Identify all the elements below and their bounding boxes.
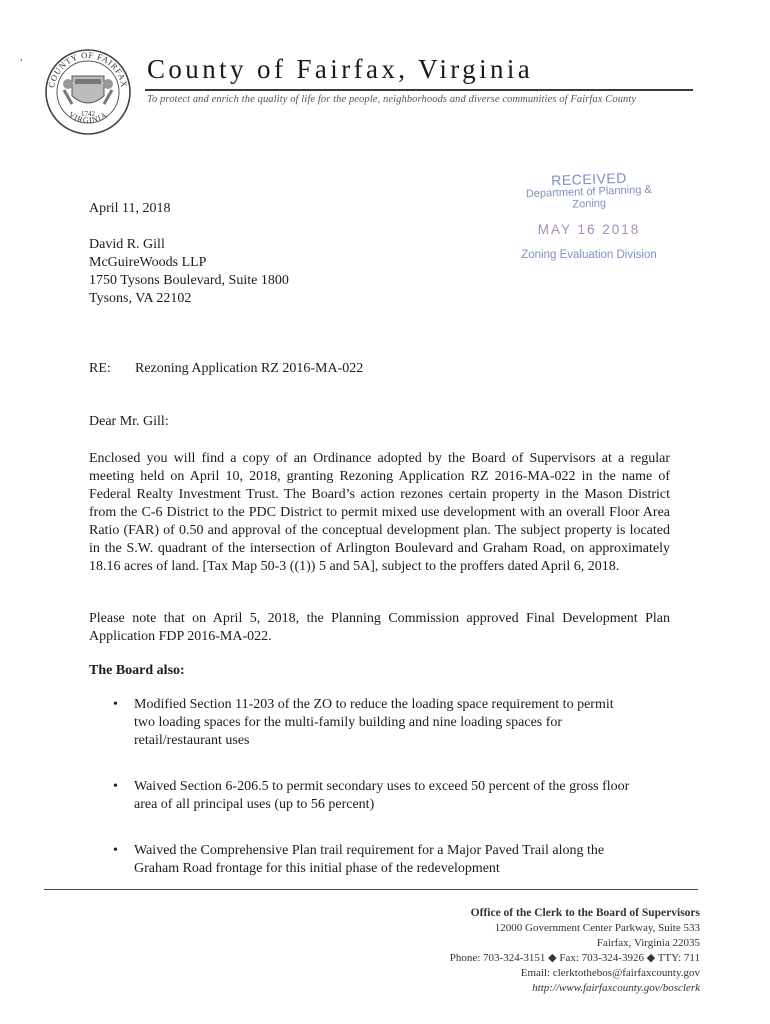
footer-rule <box>44 889 698 890</box>
bullet-glyph: • <box>113 779 118 794</box>
body-paragraph-2: Please note that on April 5, 2018, the Planning Commission approved Final Development Plan Application FDP 2016-MA-022. <box>89 611 670 644</box>
stamp-department: Department of Planning & Zoning <box>525 183 652 211</box>
bullet-glyph: • <box>113 697 118 712</box>
footer-block <box>450 906 700 996</box>
list-item <box>110 842 630 878</box>
footer-office: Office of the Clerk to the Board of Supervisors <box>470 907 700 919</box>
seal-year: 1742 <box>81 110 95 118</box>
recipient-city: Tysons, VA 22102 <box>89 291 192 306</box>
bullet-glyph: • <box>113 843 118 858</box>
list-item <box>110 778 630 814</box>
stamp-date: MAY 16 2018 <box>537 222 641 237</box>
footer-address-2: Fairfax, Virginia 22035 <box>596 937 700 949</box>
letterhead-motto: To protect and enrich the quality of life for the people, neighborhoods and diverse communities of Fairfax County <box>147 94 637 105</box>
seal-bottom-text: VIRGINIA <box>66 110 110 125</box>
stamp-division: Zoning Evaluation Division <box>521 249 657 261</box>
body-paragraph-1: Enclosed you will find a copy of an Ordinance adopted by the Board of Supervisors at a regular meeting held on April 10, 2018, granting Rezoning Application RZ 2016-MA-022 in the name of Federal Realty Investment Trust. The Board’s action rezones certain property in the Mason District from the C-6 District to the PDC District to permit mixed use development with an overall Floor Area Ratio (FAR) of 0.50 and approval of the conceptual development plan. The subject property is located in the S.W. quadrant of the intersection of Arlington Boulevard and Graham Road, on approximately 18.16 acres of land. [Tax Map 50-3 ((1)) 5 and 5A], subject to the proffers dated April 6, 2018. <box>89 451 670 574</box>
recipient-firm: McGuireWoods LLP <box>89 255 207 270</box>
seal-top-text: COUNTY OF FAIRFAX <box>46 49 130 89</box>
letterhead-rule <box>145 89 693 91</box>
county-seal <box>42 44 134 152</box>
re-subject: Rezoning Application RZ 2016-MA-022 <box>135 361 364 376</box>
footer-email[interactable]: Email: clerktothebos@fairfaxcounty.gov <box>520 967 700 979</box>
list-item-text: Waived the Comprehensive Plan trail requirement for a Major Paved Trail along the Graham Road frontage for this initial phase of the redevelopment <box>134 843 605 876</box>
footer-address-1: 12000 Government Center Parkway, Suite 533 <box>494 922 700 934</box>
re-label: RE: <box>89 361 111 376</box>
recipient-street: 1750 Tysons Boulevard, Suite 1800 <box>89 273 289 288</box>
recipient-name: David R. Gill <box>89 237 165 252</box>
letterhead-title: County of Fairfax, Virginia <box>147 54 534 84</box>
list-item-text: Waived Section 6-206.5 to permit secondary uses to exceed 50 percent of the gross floor area of all principal uses (up to 56 percent) <box>134 779 630 812</box>
footer-phone: Phone: 703-324-3151 ◆ Fax: 703-324-3926 ◆ TTY: 711 <box>449 952 700 964</box>
letter-date: April 11, 2018 <box>89 201 171 216</box>
list-item-text: Modified Section 11-203 of the ZO to reduce the loading space requirement to permit two loading spaces for the multi-family building and nine loading spaces for retail/restaurant uses <box>134 697 614 748</box>
salutation: Dear Mr. Gill: <box>89 414 169 429</box>
stamp-received: RECEIVED <box>550 169 628 189</box>
margin-mark: , <box>20 52 23 63</box>
received-stamp <box>508 171 670 261</box>
board-actions-list <box>110 696 630 906</box>
list-item <box>110 696 630 750</box>
footer-url[interactable]: http://www.fairfaxcounty.gov/bosclerk <box>532 982 700 994</box>
board-also-heading: The Board also: <box>89 663 185 678</box>
